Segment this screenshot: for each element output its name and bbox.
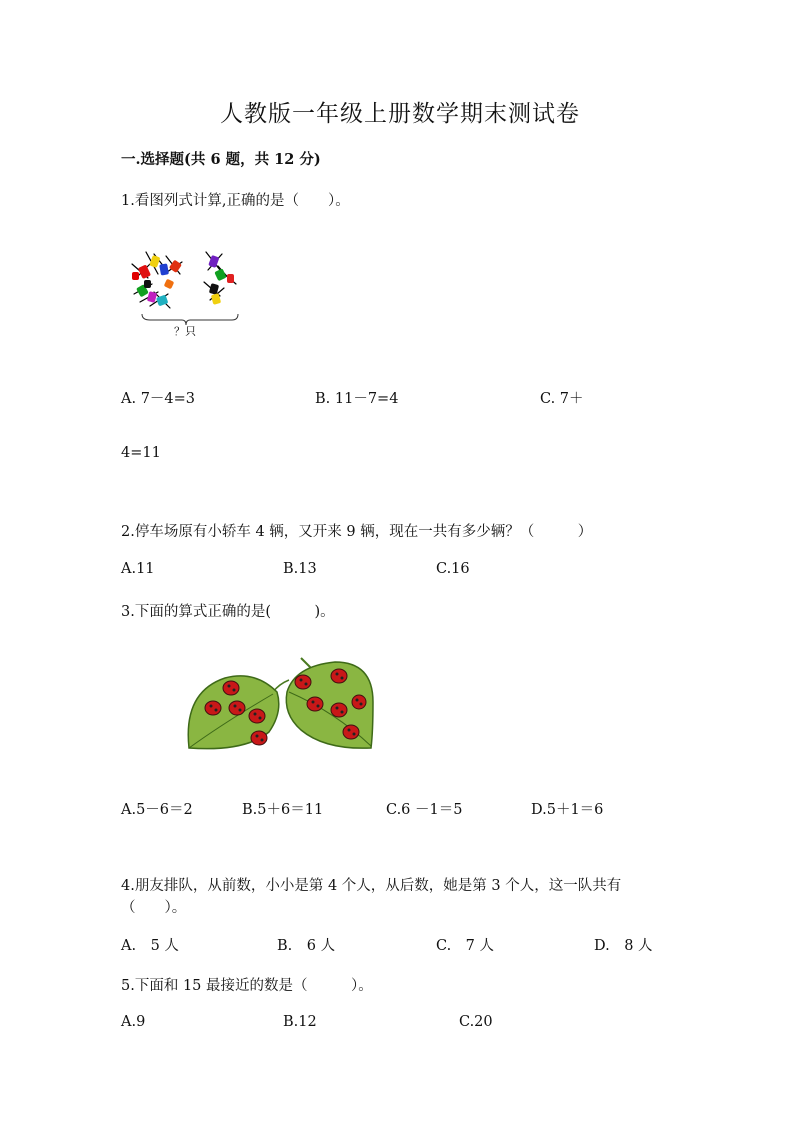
- q2-option-c[interactable]: C.16: [436, 561, 470, 577]
- q4-option-b[interactable]: B. 6 人: [277, 938, 336, 954]
- q3-option-d[interactable]: D.5＋1＝6: [531, 802, 604, 818]
- q1-option-b[interactable]: B. 11－7=4: [315, 391, 399, 407]
- dragonfly-figure: [124, 244, 244, 336]
- section-heading: 一.选择题(共 6 题，共 12 分): [121, 151, 321, 168]
- q4-option-c[interactable]: C. 7 人: [436, 938, 495, 954]
- ladybug-leaves-figure: [185, 652, 375, 754]
- dragonfly-group-right: [204, 252, 236, 305]
- q5-option-c[interactable]: C.20: [459, 1014, 493, 1030]
- question-2-text: 2.停车场原有小轿车 4 辆，又开来 9 辆，现在一共有多少辆？（ ）: [121, 524, 593, 540]
- q3-option-c[interactable]: C.6 －1＝5: [386, 802, 463, 818]
- q4-option-d[interactable]: D. 8 人: [594, 938, 653, 954]
- q3-option-b[interactable]: B.5＋6＝11: [242, 802, 324, 818]
- question-4-text-line1: 4.朋友排队，从前数，小小是第 4 个人，从后数，她是第 3 个人，这一队共有: [121, 878, 622, 894]
- q4-option-a[interactable]: A. 5 人: [121, 938, 179, 954]
- q3-option-a[interactable]: A.5－6＝2: [121, 802, 193, 818]
- q1-option-c[interactable]: C. 7＋: [540, 391, 584, 407]
- dragonfly-illustration: [124, 244, 244, 336]
- q5-option-b[interactable]: B.12: [283, 1014, 317, 1030]
- q2-option-b[interactable]: B.13: [283, 561, 317, 577]
- q1-option-a[interactable]: A. 7－4=3: [121, 391, 196, 407]
- q1-option-c-continued: 4=11: [121, 445, 161, 461]
- dragonfly-group-left: [132, 252, 182, 308]
- q5-option-a[interactable]: A.9: [121, 1014, 146, 1030]
- ladybug-leaves-illustration: [185, 652, 375, 754]
- question-1-text: 1.看图列式计算,正确的是（ ）。: [121, 193, 350, 209]
- page-title: 人教版一年级上册数学期末测试卷: [220, 101, 580, 127]
- question-5-text: 5.下面和 15 最接近的数是（ ）。: [121, 978, 373, 994]
- q2-option-a[interactable]: A.11: [121, 561, 155, 577]
- question-3-text: 3.下面的算式正确的是( )。: [121, 604, 335, 620]
- question-4-text-line2: （ ）。: [121, 900, 187, 916]
- figure-caption: ？只: [174, 325, 196, 336]
